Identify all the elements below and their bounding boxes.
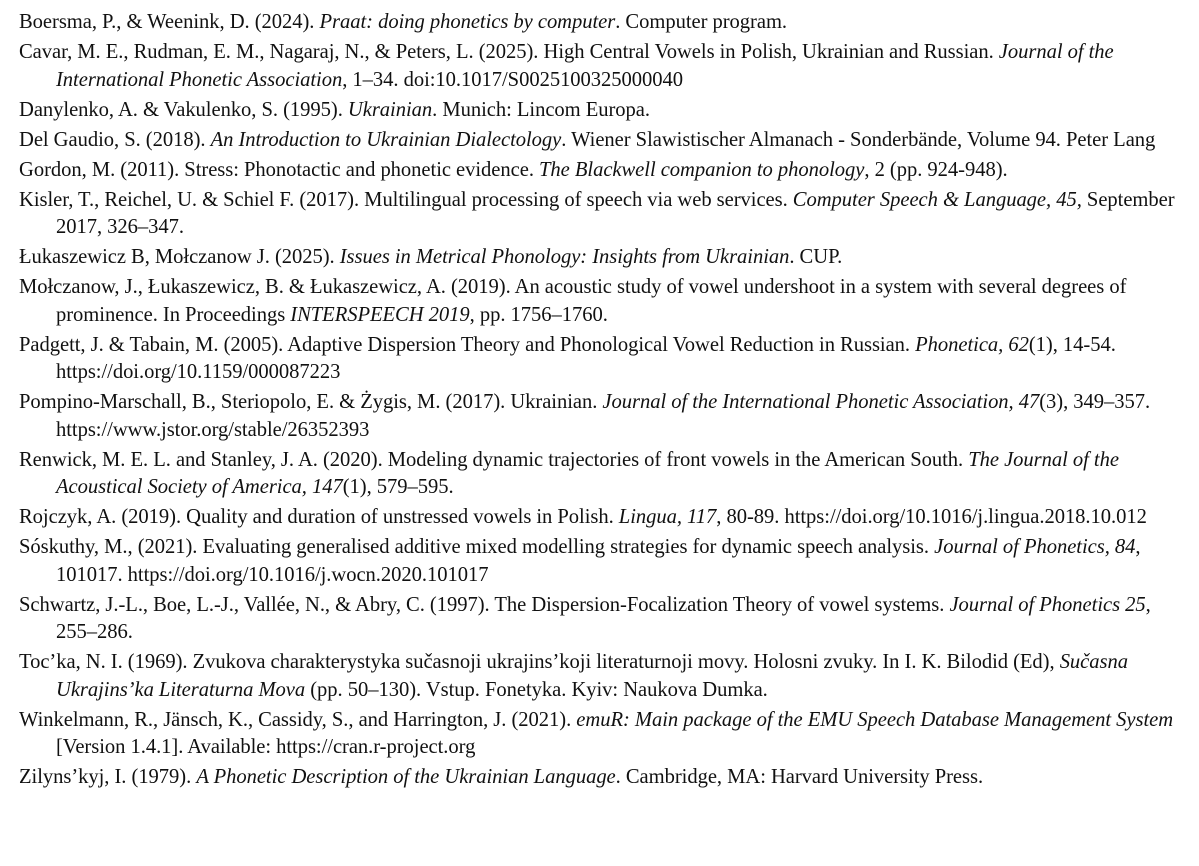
reference-entry	[19, 97, 1191, 124]
reference-text-segment: Rojczyk, A. (2019). Quality and duration of unstressed vowels in Polish.	[19, 506, 619, 529]
reference-italic-segment: Computer Speech & Language, 45,	[792, 188, 1082, 211]
reference-text-segment: (pp. 50–130). Vstup. Fonetyka. Kyiv: Naukova Dumka.	[305, 678, 768, 701]
reference-entry	[19, 187, 1191, 242]
reference-text-segment: . Wiener Slawistischer Almanach - Sonderbände, Volume 94. Peter Lang	[561, 128, 1156, 151]
reference-text-segment: Cavar, M. E., Rudman, E. M., Nagaraj, N., & Peters, L. (2025). High Central Vowels in Polish, Ukrainian and Russian.	[19, 41, 999, 64]
reference-text-segment: , 101017. https://doi.org/10.1016/j.wocn.2020.101017	[56, 536, 1141, 586]
reference-text-segment: , 2 (pp. 924-948).	[864, 158, 1008, 181]
reference-text-segment: Pompino-Marschall, B., Steriopolo, E. & Żygis, M. (2017). Ukrainian.	[19, 391, 603, 414]
reference-text-segment: Łukaszewicz B, Mołczanow J. (2025).	[19, 246, 340, 269]
reference-italic-segment: Issues in Metrical Phonology: Insights from Ukrainian	[339, 246, 790, 269]
reference-text-segment: , 80-89. https://doi.org/10.1016/j.lingua.2018.10.012	[716, 506, 1147, 529]
reference-italic-segment: Praat: doing phonetics by computer	[319, 11, 616, 33]
reference-text-segment: Gordon, M. (2011). Stress: Phonotactic and phonetic evidence.	[19, 158, 540, 181]
reference-list	[19, 9, 1191, 794]
reference-italic-segment: The Journal of the Acoustical Society of America, 147	[56, 448, 1119, 499]
reference-entry	[19, 592, 1191, 647]
reference-text-segment: . CUP.	[789, 246, 843, 269]
reference-italic-segment: Journal of Phonetics, 84	[934, 536, 1136, 559]
reference-text-segment: . Munich: Lincom Europa.	[432, 98, 650, 121]
reference-text-segment: Del Gaudio, S. (2018).	[19, 128, 211, 151]
reference-italic-segment: Ukrainian	[347, 98, 433, 121]
reference-entry	[19, 649, 1191, 704]
reference-text-segment: Boersma, P., & Weenink, D. (2024).	[19, 11, 320, 33]
reference-entry	[19, 244, 1191, 271]
reference-italic-segment: Journal of the International Phonetic Association	[56, 41, 1114, 91]
reference-entry	[19, 127, 1191, 154]
reference-italic-segment: Journal of Phonetics 25	[949, 593, 1146, 616]
reference-entry	[19, 707, 1191, 762]
reference-entry	[19, 764, 1191, 791]
reference-text-segment: Toc’ka, N. I. (1969). Zvukova charakterystyka sučasnoji ukrajins’koji literaturnoji movy. Holosni zvuky. In I. K. Bilodid (Ed),	[19, 651, 1060, 674]
reference-text-segment: (1), 14-54. https://doi.org/10.1159/000087223	[56, 333, 1116, 384]
reference-italic-segment: A Phonetic Description of the Ukrainian Language	[196, 766, 616, 789]
reference-entry	[19, 39, 1191, 94]
reference-text-segment: Danylenko, A. & Vakulenko, S. (1995).	[19, 98, 348, 121]
reference-entry	[19, 447, 1191, 502]
reference-entry	[19, 389, 1191, 444]
reference-entry	[19, 534, 1191, 589]
reference-italic-segment: Sučasna Ukrajins’ka Literaturna Mova	[56, 651, 1128, 701]
reference-entry	[19, 9, 1191, 36]
reference-italic-segment: An Introduction to Ukrainian Dialectology	[210, 128, 562, 151]
reference-entry	[19, 274, 1191, 329]
reference-entry	[19, 504, 1191, 531]
reference-text-segment: , pp. 1756–1760.	[469, 303, 608, 326]
reference-text-segment: Renwick, M. E. L. and Stanley, J. A. (2020). Modeling dynamic trajectories of front vowels in the American South.	[19, 448, 969, 471]
reference-text-segment: Zilyns’kyj, I. (1979).	[19, 766, 197, 789]
reference-italic-segment: emuR: Main package of the EMU Speech Database Management System	[576, 708, 1174, 731]
reference-text-segment: (1), 579–595.	[342, 476, 454, 499]
reference-text-segment: Mołczanow, J., Łukaszewicz, B. & Łukaszewicz, A. (2019). An acoustic study of vowel undershoot in a system with several degrees of prominence. In Proceedings	[19, 276, 1127, 326]
reference-entry	[19, 157, 1191, 184]
reference-text-segment: [Version 1.4.1]. Available: https://cran.r-project.org	[56, 736, 476, 759]
reference-italic-segment: Phonetica, 62	[915, 333, 1029, 356]
reference-text-segment: (3), 349–357. https://www.jstor.org/stable/26352393	[56, 391, 1151, 441]
reference-text-segment: , 1–34. doi:10.1017/S0025100325000040	[342, 68, 684, 91]
reference-text-segment: Sóskuthy, M., (2021). Evaluating generalised additive mixed modelling strategies for dynamic speech analysis.	[19, 536, 935, 559]
reference-text-segment: . Computer program.	[615, 11, 788, 33]
reference-text-segment: Padgett, J. & Tabain, M. (2005). Adaptive Dispersion Theory and Phonological Vowel Reduction in Russian.	[19, 333, 916, 356]
reference-text-segment: Winkelmann, R., Jänsch, K., Cassidy, S., and Harrington, J. (2021).	[19, 708, 577, 731]
reference-italic-segment: Lingua, 117	[618, 506, 717, 529]
reference-text-segment: September 2017, 326–347.	[56, 188, 1175, 239]
reference-text-segment: . Cambridge, MA: Harvard University Press.	[615, 766, 984, 789]
reference-text-segment: Kisler, T., Reichel, U. & Schiel F. (2017). Multilingual processing of speech via web services.	[19, 188, 793, 211]
reference-italic-segment: The Blackwell companion to phonology	[539, 158, 865, 181]
reference-italic-segment: INTERSPEECH 2019	[290, 303, 470, 326]
reference-text-segment: , 255–286.	[56, 593, 1151, 644]
reference-italic-segment: Journal of the International Phonetic Association, 47	[602, 391, 1040, 414]
reference-entry	[19, 332, 1191, 387]
reference-text-segment: Schwartz, J.-L., Boe, L.-J., Vallée, N., & Abry, C. (1997). The Dispersion-Focalization Theory of vowel systems.	[19, 593, 950, 616]
